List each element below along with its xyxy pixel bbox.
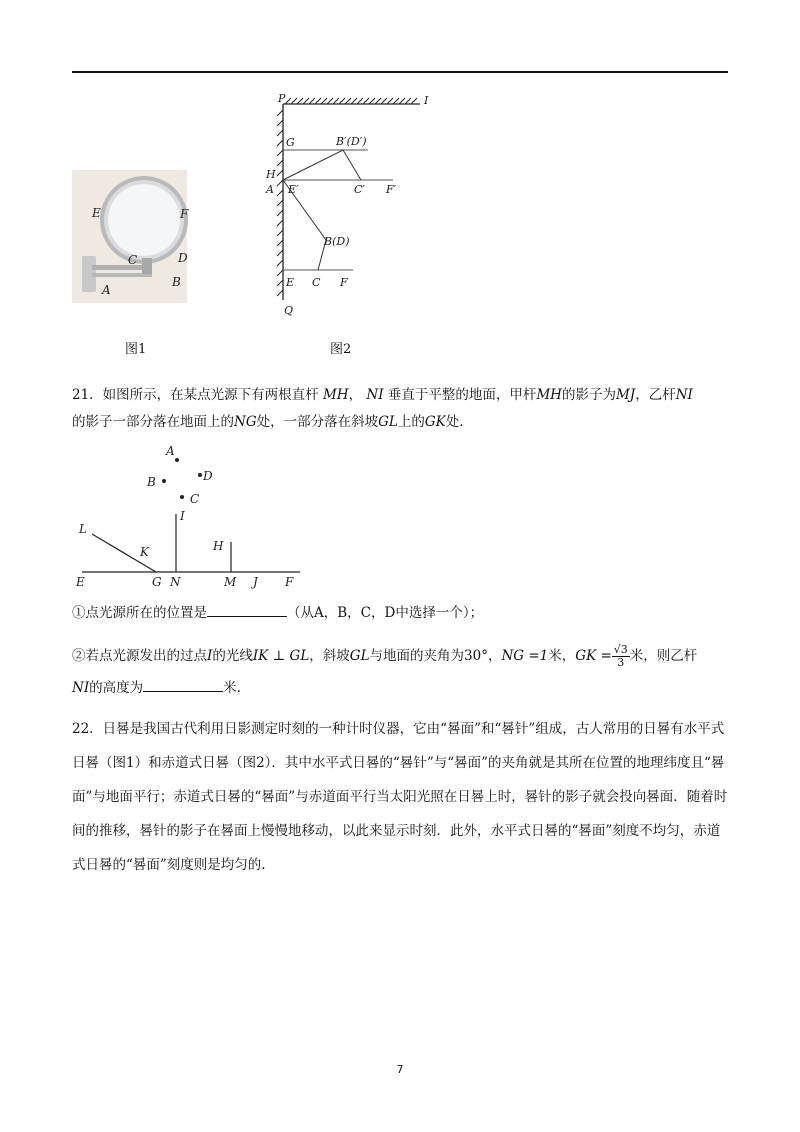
q21-label-D: D bbox=[203, 469, 213, 483]
q21-stem: 21．如图所示，在某点光源下有两根直杆 MH， NI 垂直于平整的地面，甲杆MH的影子为MJ，乙杆NI 的影子一部分落在地面上的NG处，一部分落在斜坡GL上的GK处． bbox=[72, 387, 693, 430]
q21-diagram bbox=[72, 440, 312, 590]
q21-label-M: M bbox=[224, 575, 237, 589]
figure-1-caption: 图1 bbox=[125, 342, 147, 357]
answer-blank-2[interactable] bbox=[143, 677, 223, 692]
q22-text: 22．日晷是我国古代利用日影测定时刻的一种计时仪器，它由“晷面”和“晷针”组成，古人常用的日晷有水平式日晷（图1）和赤道式日晷（图2）．其中水平式日晷的“晷针”与“晷面”的夹角就是其所在位置的地理纬度且“晷面”与地面平行；赤道式日晷的“晷面”与赤道面平行当太阳光照在日晷上时，晷针的影子就会投向晷面．随着时间的推移，晷针的影子在晷面上慢慢地移动，以此来显示时刻．此外，水平式日晷的“晷面”刻度不均匀，赤道式日晷的“晷面”刻度则是均匀的. bbox=[72, 721, 728, 873]
fig2-label-B-prime: B′(D′) bbox=[336, 135, 367, 148]
fig2-label-B: B(D) bbox=[324, 235, 350, 248]
page-number: 7 bbox=[396, 1063, 404, 1076]
figure-2-caption: 图2 bbox=[330, 342, 352, 357]
q21-label-G: G bbox=[152, 575, 162, 589]
fig1-label-B: B bbox=[172, 275, 181, 289]
fig1-label-D: D bbox=[178, 251, 188, 265]
q21-part2: ②若点光源发出的过点I的光线IK ⊥ GL，斜坡GL与地面的夹角为30°，NG =1米，GK = $\frac{√3}{3}$ 米，则乙杆 NI的高度为 米. bbox=[72, 643, 698, 696]
q21-label-J: J bbox=[253, 575, 258, 589]
q21-label-B: B bbox=[147, 475, 156, 489]
q21-label-A: A bbox=[166, 444, 175, 458]
q21-part1: ①点光源所在的位置是 （从A，B，C，D中选择一个）； bbox=[72, 600, 728, 627]
figure-2-diagram bbox=[258, 90, 448, 320]
fig2-label-C: C bbox=[312, 276, 321, 289]
fig2-label-F-prime: F′ bbox=[386, 183, 397, 196]
q21-label-N: N bbox=[170, 575, 181, 589]
fig2-label-P: P bbox=[278, 92, 286, 105]
fig1-label-E: E bbox=[92, 206, 101, 220]
fig1-label-C: C bbox=[128, 253, 138, 267]
figure-1-mirror-photo bbox=[72, 170, 187, 303]
fig2-label-E-prime: E′ bbox=[288, 183, 299, 196]
q21-label-E: E bbox=[76, 575, 85, 589]
fig2-label-Q: Q bbox=[284, 304, 294, 317]
fig2-label-A: A bbox=[266, 183, 274, 196]
fig2-label-C-prime: C′ bbox=[354, 183, 365, 196]
fig2-label-I: I bbox=[424, 94, 429, 107]
fig1-label-A: A bbox=[102, 283, 111, 297]
q21-label-C: C bbox=[190, 492, 200, 506]
q21-label-L: L bbox=[79, 522, 87, 536]
fig2-label-G: G bbox=[286, 136, 295, 149]
fig2-label-F: F bbox=[340, 276, 348, 289]
answer-blank-1[interactable] bbox=[207, 602, 287, 617]
q21-label-F: F bbox=[285, 575, 294, 589]
fraction-sqrt3-over-3: $\frac{√3}{3}$ bbox=[613, 643, 628, 669]
q21-label-K: K bbox=[140, 545, 149, 559]
fig1-label-F: F bbox=[180, 207, 189, 221]
q21-label-I: I bbox=[180, 509, 185, 523]
q21-label-H: H bbox=[213, 539, 224, 553]
header-rule bbox=[72, 71, 728, 73]
fig2-label-H: H bbox=[266, 168, 276, 181]
fig2-label-E: E bbox=[286, 276, 295, 289]
